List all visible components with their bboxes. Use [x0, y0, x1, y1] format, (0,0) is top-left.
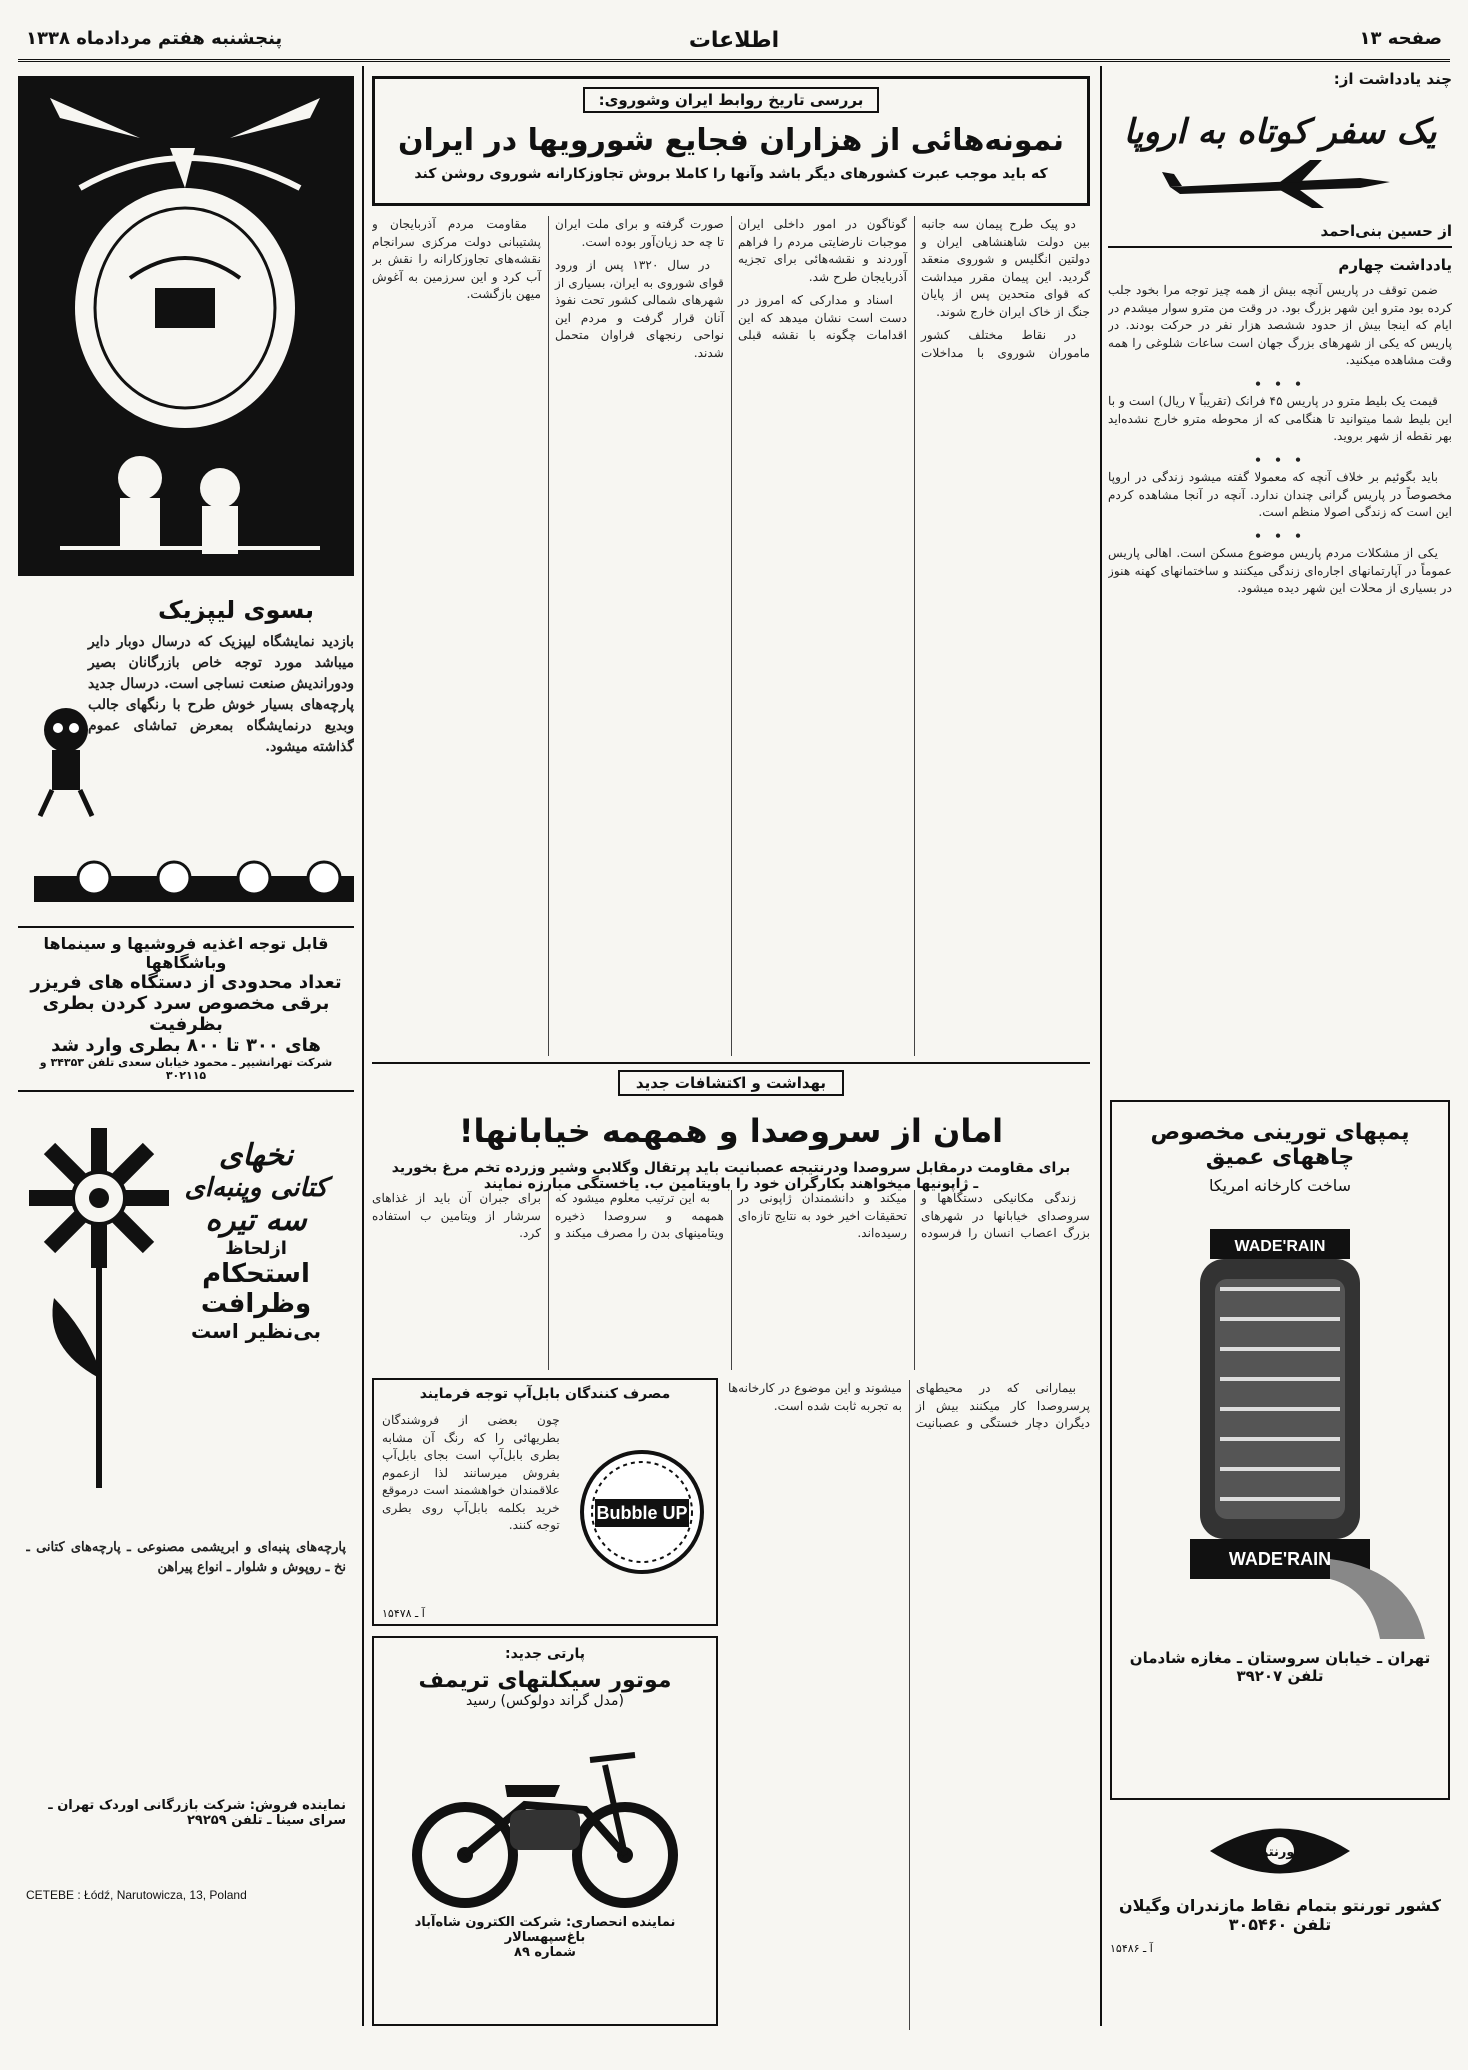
issue-date: پنجشنبه هفتم مردادماه ۱۳۳۸ [26, 28, 283, 49]
leipzig-title: بسوی لیپزیک [158, 596, 314, 624]
pump-brand-top: WADE'RAIN [1234, 1238, 1326, 1255]
cat-mascot-icon [26, 700, 106, 820]
moped-ad [372, 1636, 718, 2026]
main-subheadline: که باید موجب عبرت کشورهای دیگر باشد وآنها را کاملا بروش تجاوزکارانه شوروی روشن کند [414, 166, 1048, 182]
motorcycle-illustration [395, 1715, 695, 1915]
leipzig-ad [18, 590, 354, 920]
main-kicker: بررسی تاریخ روابط ایران وشوروی: [583, 87, 880, 113]
moped-kicker: پارتی جدید: [505, 1646, 585, 1662]
moped-subtitle: (مدل گراند دولوکس) رسید [466, 1693, 624, 1709]
fridge-line2: وباشگاهها [145, 953, 227, 972]
paragraph: در نقاط مختلف کشور ماموران شوروی با مداخلات گوناگون در امور داخلی ایران موجبات نارضایتی مردم را فراهم آوردند و نقشه‌هائی برای تجزیه آذربایجان طرح شد. [738, 217, 1090, 360]
pump-origin: ساخت کارخانه امریکا [1208, 1176, 1352, 1195]
main-article-body [372, 216, 1090, 1056]
bubbleup-text: چون بعضی از فروشندگان بطریهائی را که رنگ آن مشابه بطری بابل‌آپ است بجای بابل‌آپ بفروش میرسانند لذا ازعموم علاقمندان خواهشمند است درموقع خرید بکلمه بابل‌آپ روی بطری توجه کنند. [382, 1413, 560, 1532]
paragraph: ضمن توقف در پاریس آنچه بیش از همه چیز توجه مرا بخود جلب کرده بود مترو این شهر بزرگ بود. در وقت من مترو سوار میشدم در ایام که اینجا بیش از حدود ششصد هزار نفر در حرکت بودند. در پاریس که یکی از شهرهای بزرگ جهان است ساعات شلوغی را همه وقت مشاهده میکنید. [1108, 283, 1452, 367]
column-rule [1100, 66, 1102, 2026]
cetebe-line5: استحکام وظرافت [200, 1259, 312, 1319]
health-kicker: بهداشت و اکتشافات جدید [618, 1070, 844, 1096]
cetebe-products: پارچه‌های پنبه‌ای و ابریشمی مصنوعی ـ پارچه‌های کتانی ـ نخ ـ روپوش و شلوار ـ انواع پیراهن [26, 1540, 346, 1575]
masthead-bar [18, 22, 1450, 62]
moped-title: موتور سیکلتهای تریمف [418, 1668, 672, 1693]
toronto-logo [1200, 1816, 1360, 1886]
bottle-cap-icon [577, 1447, 707, 1577]
ad-code: آ ـ ۱۵۴۸۶ [1110, 1942, 1153, 1955]
pump-ad [1110, 1100, 1450, 1800]
paragraph: به این ترتیب معلوم میشود که همهمه و سروصدا ذخیره ویتامینهای بدن را مصرف میکند و برای جبران آن باید از غذاهای سرشار از ویتامین ب استفاده کرد. [372, 1191, 724, 1240]
travel-article [1108, 70, 1452, 1090]
paragraph: مقاومت مردم آذربایجان و پشتیبانی دولت مرکزی سرانجام نقشه‌های تجاوزکارانه را نقش بر آب کرد و این سرزمین به آغوش میهن بازگشت. [372, 217, 541, 301]
fair-illustration [20, 78, 354, 576]
article-author: از حسین بنی‌احمد [1320, 222, 1452, 240]
article-kicker: چند یادداشت از: [1333, 70, 1452, 88]
health-article-body-bottom [728, 1380, 1090, 2030]
paragraph: بیمارانی که در محیطهای پرسروصدا کار میکنند بیش از دیگران دچار خستگی و عصبانیت میشوند و این موضوع در کارخانه‌ها به تجربه ثابت شده است. [728, 1381, 1090, 1430]
bubbleup-headline: مصرف کنندگان بابل‌آپ توجه فرمایند [419, 1386, 671, 1402]
page-number: صفحه ۱۳ [1359, 28, 1442, 49]
bubbleup-ad [372, 1378, 718, 1626]
crowd-illustration [34, 856, 354, 906]
toronto-text: کشور تورنتو بتمام نقاط مازندران وگیلان [1119, 1896, 1441, 1915]
fridge-line3: تعداد محدودی از دستگاه های فریزر [30, 972, 342, 993]
toronto-ad [1110, 1810, 1450, 2020]
column-rule [362, 66, 364, 2026]
flower-spool-icon [24, 1118, 174, 1498]
moped-number: شماره ۸۹ [514, 1945, 576, 1960]
paragraph: زندگی مکانیکی دستگاهها و سروصدای خیابانها در شهرهای بزرگ اعصاب انسان را فرسوده میکند و دانشمندان ژاپونی در تحقیقات اخیر خود به نتایج تازه‌ای رسیده‌اند. [738, 1191, 1090, 1240]
separator-dots: • • • [1254, 452, 1306, 467]
separator-dots: • • • [1254, 528, 1306, 543]
paragraph: باید بگوئیم بر خلاف آنچه که معمولا گفته میشود زندگی در اروپا مخصوصاً در پاریس گرانی چندان ندارد. آنچه در آنجا مشاهده کردم این است که زندگی اصولا منظم است. [1108, 470, 1452, 519]
cetebe-ad [18, 1098, 354, 2018]
paragraph: در سال ۱۳۲۰ پس از ورود قوای شوروی به ایران، بسیاری از شهرهای شمالی کشور تحت نفوذ آنان قرار گرفت و مردم این نواحی رنجهای فراوان متحمل شدند. [555, 258, 724, 360]
pump-brand-bottom: WADE'RAIN [1228, 1549, 1332, 1569]
main-article-header [372, 76, 1090, 206]
fridge-ad [18, 934, 354, 1084]
pump-headline: پمپهای تورینی مخصوص چاههای عمیق [1150, 1120, 1410, 1170]
leipzig-text: بازدید نمایشگاه لیپزیک که درسال دوبار دایر میباشد مورد توجه خاص بازرگانان بصیر ودوراندیش صنعت نساجی است. درسال جدید پارچه‌های بسیار خوش طرح با رنگهای جالب وبدیع درنمایشگاه بمعرض تماشای عموم گذاشته میشود. [87, 634, 354, 755]
pump-illustration [1130, 1209, 1430, 1639]
paper-name: اطلاعات [688, 28, 780, 53]
paragraph: قیمت یک بلیط مترو در پاریس ۴۵ فرانک (تقریباً ۷ ریال) است و با این بلیط شما میتوانید تا هنگامی که از محوطه مترو خارج نشده‌اید بهر نقطه از شهر بروید. [1108, 394, 1452, 443]
paragraph: دو پیک طرح پیمان سه جانبه بین دولت شاهنشاهی ایران و دولتین انگلیس و شوروی منعقد گردید. این پیمان مقرر میداشت که قوای متحدین پس از پایان جنگ از خاک ایران خارج شوند. [921, 217, 1090, 319]
divider [1108, 246, 1452, 248]
separator-dots: • • • [1254, 376, 1306, 391]
health-headline: امان از سروصدا و همهمه خیابانها! [458, 1112, 1004, 1150]
pump-phone: تلفن ۳۹۲۰۷ [1236, 1667, 1324, 1685]
cetebe-line3: سه تیره [205, 1203, 307, 1238]
fridge-line4: برقی مخصوص سرد کردن بطری بظرفیت [42, 993, 330, 1035]
cetebe-agent: نماینده فروش: شرکت بازرگانی اوردک تهران ـ سرای سینا ـ تلفن ۲۹۲۵۹ [48, 1798, 346, 1828]
bubbleup-brand: Bubble UP [596, 1503, 688, 1523]
fridge-contact: شرکت تهرانشیپر ـ محمود خیابان سعدی تلفن ۳۴۳۵۳ و ۳۰۲۱۱۵ [39, 1056, 333, 1082]
cetebe-line1: نخهای [218, 1138, 294, 1173]
airplane-icon [1160, 152, 1400, 212]
article-section: یادداشت چهارم [1338, 256, 1452, 274]
main-headline: نمونه‌هائی از هزاران فجایع شورویها در ایران [397, 123, 1065, 158]
article-headline: یک سفر کوتاه به اروپا [1123, 112, 1437, 152]
pump-address: تهران ـ خیابان سروستان ـ مغازه شادمان [1129, 1649, 1431, 1667]
ad-code: آ ـ ۱۵۴۷۸ [382, 1607, 425, 1620]
cetebe-line6: بی‌نظیر است [191, 1319, 321, 1343]
moped-agent: نماینده انحصاری: شرکت الکترون شاه‌آباد باغ‌سپهسالار [414, 1915, 676, 1945]
cetebe-line2: کتانی وپنبه‌ای [184, 1173, 328, 1203]
cetebe-footer: CETEBE : Łódź, Narutowicza, 13, Poland [26, 1888, 247, 1902]
toronto-phone: تلفن ۳۰۵۴۶۰ [1228, 1915, 1332, 1934]
divider [372, 1062, 1090, 1064]
toronto-brand: تورنتو [1260, 1845, 1300, 1860]
paragraph: یکی از مشکلات مردم پاریس موضوع مسکن است. اهالی پاریس عموماً در آپارتمانهای اجاره‌ای زندگی میکنند و ساختمانهای کهنه هنوز در بسیاری از محلات این شهر دیده میشود. [1108, 546, 1452, 595]
fridge-line5: های ۳۰۰ تا ۸۰۰ بطری وارد شد [51, 1035, 321, 1056]
paragraph: اسناد و مدارکی که امروز در دست است نشان میدهد که این اقدامات چگونه با نقشه قبلی صورت گرفته و برای ملت ایران تا چه حد زیان‌آور بوده است. [555, 217, 907, 342]
health-article-body-top [372, 1190, 1090, 1370]
health-subheadline: برای مقاومت درمقابل سروصدا ودرنتیجه عصبانیت باید پرتقال وگلابی وشیر وزرده تخم مرغ بخورید ـ ژاپونیها میخواهند بکارگران خود را باویتامین ب. یاخستگی مبارزه نمایند [391, 1160, 1071, 1192]
divider [18, 1090, 354, 1092]
fridge-line1: قابل توجه اغذیه فروشیها و سینماها [43, 934, 329, 953]
cetebe-line4: ازلحاظ [225, 1238, 287, 1259]
illustration-ad [18, 76, 354, 576]
divider [18, 926, 354, 928]
